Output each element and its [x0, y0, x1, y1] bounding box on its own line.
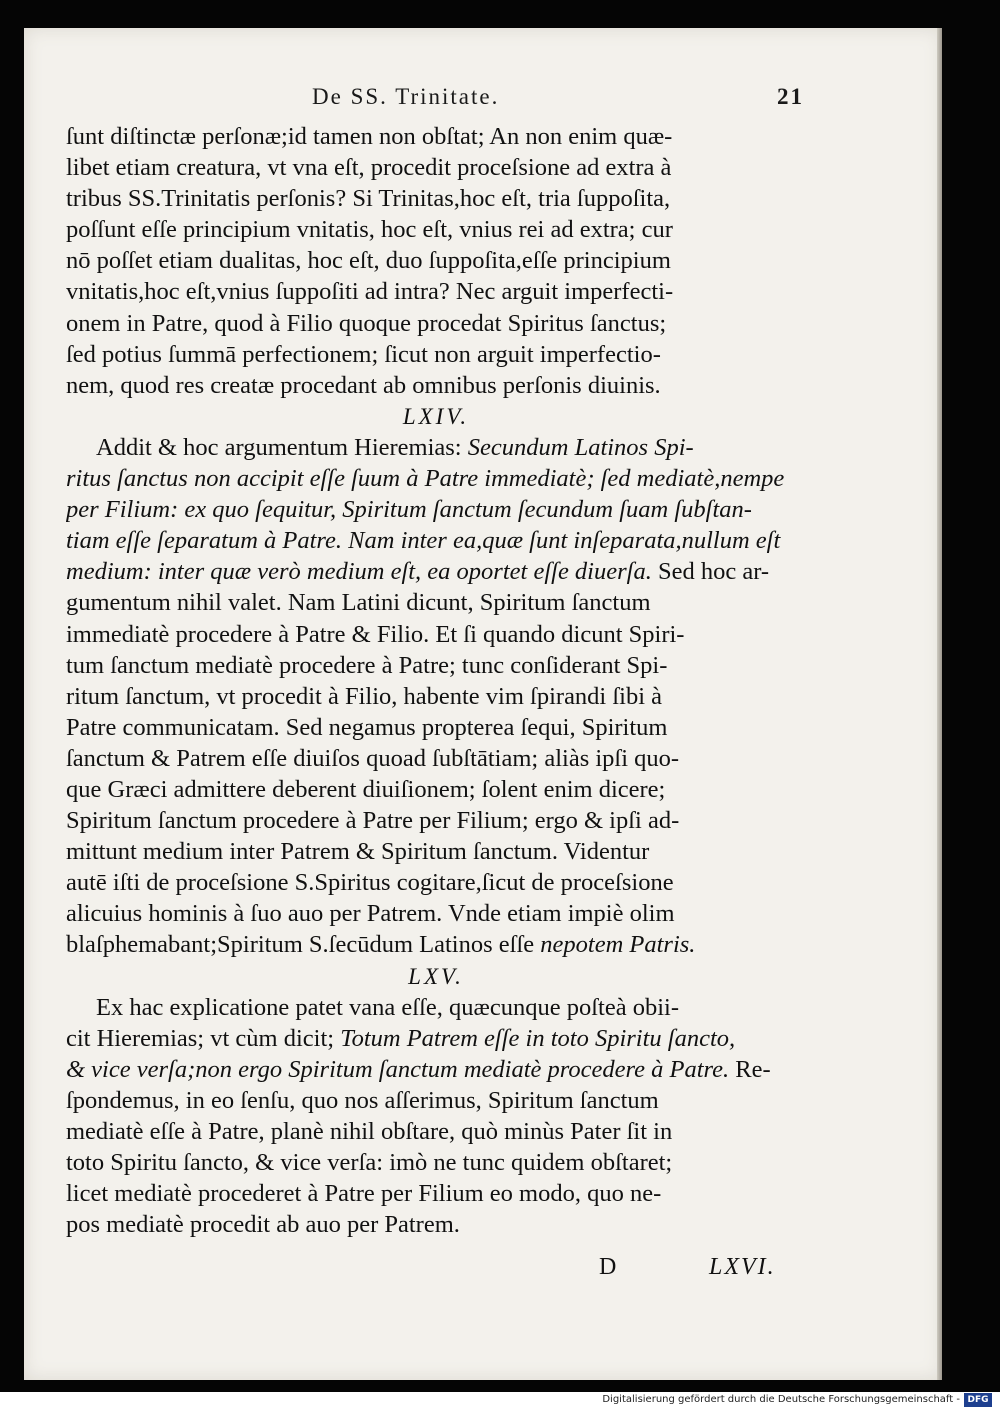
page-number: 21 [777, 84, 804, 109]
text-line [66, 867, 806, 898]
digitization-footer [0, 1392, 1000, 1410]
roman-text: tum ſanctum mediatè procedere à Patre; tunc conſiderant Spi- [66, 651, 668, 679]
text-line [66, 712, 806, 743]
roman-text: ſanctum & Patrem eſſe diuiſos quoad ſubſtātiam; aliàs ipſi quo- [66, 744, 680, 772]
text-line [66, 929, 806, 960]
section-heading: LXIV. [402, 403, 470, 429]
text-line [66, 650, 806, 681]
dfg-logo-icon: DFG [964, 1393, 992, 1407]
roman-text: tribus SS.Trinitatis perſonis? Si Trinitas,hoc eſt, tria ſuppoſita, [66, 185, 671, 213]
roman-text: nem, quod res creatæ procedant ab omnibus perſonis diuinis. [66, 371, 661, 399]
roman-text-after: Sed hoc ar- [651, 558, 770, 586]
roman-text: mediatè eſſe à Patre, planè nihil obſtare, quò minùs Pater ſit in [66, 1118, 673, 1145]
text-line [66, 556, 806, 587]
text-line [66, 836, 806, 867]
italic-quotation: ritus ſanctus non accipit eſſe ſuum à Patre immediatè; ſed mediatè,nempe [66, 465, 785, 493]
roman-text: ſed potius ſummā perfectionem; ſicut non arguit imperfectio- [66, 340, 661, 368]
text-line [66, 276, 806, 307]
italic-quotation: nepotem Patris. [540, 931, 696, 959]
text-line [66, 1116, 806, 1147]
funding-credit: Digitalisierung gefördert durch die Deutsche Forschungsgemeinschaft - [602, 1394, 960, 1405]
text-line [66, 121, 806, 152]
text-line [66, 494, 806, 525]
text-line [66, 619, 806, 650]
running-title: De SS. Trinitate. [312, 84, 500, 109]
roman-text: ſunt diſtinctæ perſonæ;id tamen non obſtat; An non enim quæ- [66, 123, 673, 150]
roman-text: nō poſſet etiam dualitas, hoc eſt, duo ſuppoſita,eſſe principium [66, 247, 671, 275]
text-line [66, 1147, 806, 1178]
text-line [66, 743, 806, 774]
roman-text: autē iſti de proceſsione S.Spiritus cogitare,ſicut de proceſsione [66, 869, 674, 897]
signature-mark: D [599, 1254, 617, 1280]
text-line [66, 1209, 806, 1240]
text-line [66, 805, 806, 836]
text-line [66, 432, 806, 463]
text-line [66, 525, 806, 556]
text-line [66, 308, 806, 339]
roman-text: licet mediatè procederet à Patre per Filium eo modo, quo ne- [66, 1180, 662, 1208]
roman-text-after: Re- [729, 1055, 771, 1083]
roman-text: onem in Patre, quod à Filio quoque procedat Spiritus ſanctus; [66, 309, 667, 337]
roman-text: gumentum nihil valet. Nam Latini dicunt, Spiritum ſanctum [66, 589, 651, 617]
text-line [66, 681, 806, 712]
page-edge [937, 28, 942, 1380]
text-line [66, 1023, 806, 1054]
italic-quotation: medium: inter quæ verò medium eſt, ea oportet eſſe diuerſa. [66, 558, 652, 586]
text-line [66, 339, 806, 370]
roman-text: Ex hac explicatione patet vana eſſe, quæcunque poſteà obii- [96, 993, 680, 1021]
roman-text: alicuius hominis à ſuo auo per Patrem. Vnde etiam impiè olim [66, 900, 675, 928]
text-line [66, 1085, 806, 1116]
text-line [66, 370, 806, 401]
text-line [66, 898, 806, 929]
text-line [66, 245, 806, 276]
roman-text: cit Hieremias; vt cùm dicit; [66, 1024, 341, 1052]
italic-quotation: & vice verſa;non ergo Spiritum ſanctum mediatè procedere à Patre. [66, 1055, 730, 1083]
roman-text: libet etiam creatura, vt vna eſt, procedit proceſsione ad extra à [66, 154, 672, 182]
roman-text: poſſunt eſſe principium vnitatis, hoc eſt, vnius rei ad extra; cur [66, 216, 673, 244]
text-line [66, 152, 806, 183]
roman-text: Spiritum ſanctum procedere à Patre per Filium; ergo & ipſi ad- [66, 807, 680, 835]
text-line [66, 1054, 806, 1085]
book-page [24, 28, 942, 1380]
roman-text: Addit & hoc argumentum Hieremias: [96, 433, 468, 461]
text-line [66, 463, 806, 494]
text-line [66, 992, 806, 1023]
body-text [66, 121, 806, 1240]
roman-text: toto Spiritu ſancto, & vice verſa: imò ne tunc quidem obſtaret; [66, 1149, 673, 1177]
roman-text: ritum ſanctum, vt procedit à Filio, habente vim ſpirandi ſibi à [66, 682, 663, 710]
italic-quotation: per Filium: ex quo ſequitur, Spiritum ſanctum ſecundum ſuam ſubſtan- [66, 496, 752, 524]
roman-text: vnitatis,hoc eſt,vnius ſuppoſiti ad intra? Nec arguit imperfecti- [66, 278, 674, 306]
roman-text: immediatè procedere à Patre & Filio. Et ſi quando dicunt Spiri- [66, 620, 685, 648]
text-line [66, 214, 806, 245]
text-line [66, 1178, 806, 1209]
italic-quotation: tiam eſſe ſeparatum à Patre. Nam inter ea,quæ ſunt inſeparata,nullum eſt [66, 527, 781, 555]
roman-text: pos mediatè procedit ab auo per Patrem. [66, 1211, 460, 1239]
roman-text: Patre communicatam. Sed negamus propterea ſequi, Spiritum [66, 713, 668, 741]
text-line [66, 587, 806, 618]
roman-text: blaſphemabant;Spiritum S.ſecūdum Latinos eſſe [66, 931, 541, 959]
text-line [66, 774, 806, 805]
section-heading: LXV. [408, 963, 464, 989]
italic-quotation: Totum Patrem eſſe in toto Spiritu ſancto, [340, 1024, 736, 1052]
roman-text: que Græci admittere deberent diuiſionem; ſolent enim dicere; [66, 775, 666, 803]
roman-text: ſpondemus, in eo ſenſu, quo nos aſſerimus, Spiritum ſanctum [66, 1086, 659, 1114]
roman-text: mittunt medium inter Patrem & Spiritum ſanctum. Videntur [66, 838, 650, 866]
text-line [66, 183, 806, 214]
catchword: LXVI. [709, 1254, 776, 1280]
italic-quotation: Secundum Latinos Spi- [467, 433, 694, 461]
